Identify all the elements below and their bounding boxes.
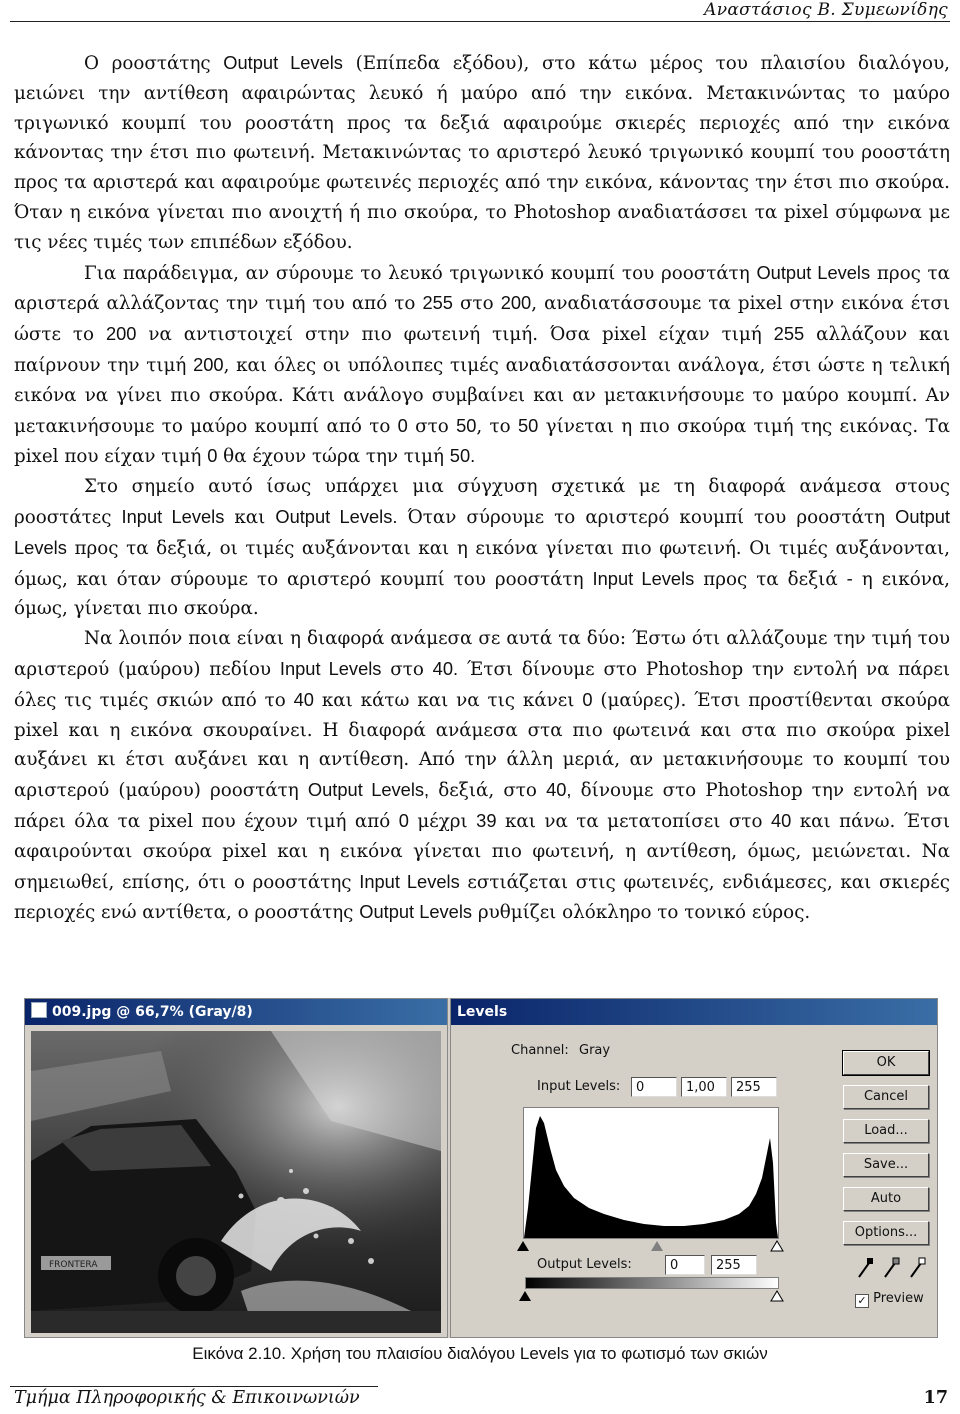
text-segment: και να τα μετατοπίσει στο (496, 810, 771, 832)
text-segment: , και όλες οι υπόλοιπες τιμές αναδιατάσσονται ανάλογα, έτσι ώστε η τελική εικόνα να γίνει πιο σκούρα. Κάτι ανάλογο συμβαίνει και αν μετακινήσουμε το μαύρο κουμπί. Αν μετακινήσουμε το μαύρο κουμπί από το (14, 354, 950, 437)
options-button[interactable]: Options... (843, 1221, 929, 1245)
input-levels-label: Input Levels: (537, 1079, 621, 1094)
header-rule (10, 21, 950, 22)
term-segment: 0 (582, 688, 593, 710)
term-segment: 50. (449, 445, 476, 467)
term-segment: Input Levels (592, 567, 695, 589)
input-gamma-field[interactable]: 1,00 (681, 1077, 727, 1097)
term-segment: Input Levels (121, 505, 225, 527)
load-button[interactable]: Load... (843, 1119, 929, 1143)
term-segment: 50 (456, 414, 477, 436)
cancel-button[interactable]: Cancel (843, 1085, 929, 1109)
license-plate-text: FRONTERA (49, 1260, 98, 1270)
text-segment: Ο ροοστάτης (84, 53, 224, 74)
term-segment: 39 (476, 809, 497, 831)
term-segment: Output Levels (223, 52, 343, 73)
input-levels-slider[interactable] (517, 1239, 787, 1253)
caption-number: Εικόνα 2.10. (192, 1344, 286, 1363)
text-segment: και κάτω και να τις κάνει (313, 689, 583, 711)
input-white-slider-icon[interactable] (771, 1241, 783, 1251)
term-segment: 40, (546, 779, 572, 801)
text-segment: αλλάζουν και παίρνουν την τιμή (14, 324, 950, 376)
car-photo (31, 1031, 441, 1333)
input-gamma-slider-icon[interactable] (651, 1241, 663, 1251)
text-segment: θα έχουν τώρα την τιμή (217, 446, 450, 468)
paragraph-3 (14, 472, 950, 624)
body-text (14, 48, 950, 928)
white-eyedropper-icon[interactable] (911, 1258, 925, 1277)
term-segment: Input Levels (359, 870, 460, 892)
term-segment: 255 (422, 292, 453, 314)
term-segment: Output Levels. (275, 505, 398, 527)
levels-titlebar[interactable] (451, 999, 937, 1025)
caption-text: Χρήση του πλαισίου διαλόγου Levels για το φωτισμό των σκιών (290, 1344, 768, 1363)
term-segment: 0 (398, 809, 409, 831)
text-segment: Έτσι δίνουμε στο Photoshop την εντολή να πάρει όλες τις τιμές σκιών από το (14, 658, 950, 711)
page-header-author: Αναστάσιος Β. Συμεωνίδης (704, 0, 948, 20)
text-segment: δίνουμε στο Photoshop την εντολή να πάρει όλα τα pixel που έχουν τιμή από (14, 780, 951, 832)
term-segment: 50 (518, 414, 539, 436)
output-white-field[interactable]: 255 (711, 1255, 757, 1275)
term-segment: Output Levels, (307, 779, 430, 801)
paragraph-2 (14, 258, 950, 473)
save-button[interactable]: Save... (843, 1153, 929, 1177)
checkbox-check-icon[interactable]: ✓ (855, 1294, 869, 1308)
text-segment: Όταν σύρουμε το αριστερό κουμπί του ροοστάτη (397, 506, 896, 528)
term-segment: 200 (105, 323, 137, 345)
text-segment: , το (476, 415, 518, 437)
preview-label: Preview (873, 1291, 924, 1306)
term-segment: 40. (432, 657, 459, 679)
output-levels-slider[interactable] (519, 1289, 789, 1303)
histogram-graph (524, 1108, 778, 1238)
photo-window-title: 009.jpg @ 66,7% (Gray/8) (52, 1004, 253, 1020)
output-gradient-bar (525, 1277, 779, 1289)
term-segment: 0 (207, 445, 218, 467)
term-segment: 0 (397, 414, 408, 436)
text-segment: προς τα δεξιά - η εικόνα, όμως, γίνεται πιο σκούρα. (14, 568, 950, 620)
term-segment: 40 (770, 809, 792, 831)
footer-page-number: 17 (923, 1388, 948, 1408)
text-segment: (μαύρες). Έτσι προστίθενται σκούρα pixel και η εικόνα σκουραίνει. Η διαφορά ανάμεσα στα πιο φωτεινά και στα πιο σκούρα pixel αυξάνει κι έτσι αυξάνει και η αντίθεση. Από την άλλη μεριά, αν μετακινήσουμε το κουμπί του αριστερού (μαύρου) ροοστάτη (14, 689, 950, 802)
text-segment: , αναδιατάσσουμε τα pixel στην εικόνα έτσι ώστε το (14, 293, 951, 346)
output-white-slider-icon[interactable] (771, 1291, 783, 1301)
term-segment: 255 (773, 323, 805, 345)
text-segment: στο (407, 415, 457, 437)
term-segment: Output Levels (14, 505, 950, 558)
levels-dialog (450, 998, 938, 1338)
eyedroppers (855, 1257, 935, 1279)
term-segment: Input Levels (279, 657, 382, 679)
car-photo-illustration (31, 1031, 441, 1333)
footer-rule (10, 1386, 378, 1387)
text-segment: στο (452, 293, 501, 315)
output-black-field[interactable]: 0 (665, 1255, 705, 1275)
text-segment: προς τα αριστερά αλλάζοντας την τιμή του από το (14, 262, 951, 315)
channel-label: Channel: (511, 1043, 569, 1058)
text-segment: Να λοιπόν ποια είναι η διαφορά ανάμεσα σε αυτά τα δύο: Έστω ότι αλλάζουμε την τιμή του αριστερού (μαύρου) πεδίου (14, 628, 950, 680)
text-segment: γίνεται η πιο σκούρα τιμή της εικόνας. Τα pixel που είχαν τιμή (14, 415, 950, 468)
black-eyedropper-icon[interactable] (859, 1258, 873, 1277)
text-segment: και (224, 506, 276, 528)
ok-button[interactable]: OK (843, 1051, 929, 1075)
input-white-field[interactable]: 255 (731, 1077, 777, 1097)
output-black-slider-icon[interactable] (519, 1291, 531, 1301)
term-segment: 200 (193, 353, 224, 375)
input-black-field[interactable]: 0 (631, 1077, 677, 1097)
text-segment: δεξιά, στο (429, 780, 547, 802)
text-segment: Στο σημείο αυτό ίσως υπάρχει μια σύγχυση σχετικά με τη διαφορά ανάμεσα στους ροοστάτες (14, 476, 950, 528)
text-segment: μέχρι (408, 810, 477, 832)
paragraph-1 (14, 48, 950, 258)
figure-screenshot (24, 998, 938, 1338)
text-segment: προς τα δεξιά, οι τιμές αυξάνονται και η εικόνα γίνεται πιο φωτεινή. Οι τιμές αυξάνονται, όμως, και όταν σύρουμε το αριστερό κουμπί του ροοστάτη (14, 537, 950, 590)
text-segment: και πάνω. Έτσι αφαιρούνται σκούρα pixel και η εικόνα γίνεται πιο φωτεινή, η αντίθεση, όμως, μειώνεται. Να σημειωθεί, επίσης, ότι ο ροοστάτης (14, 810, 950, 893)
term-segment: Output Levels (756, 261, 871, 283)
text-segment: (Επίπεδα εξόδου), στο κάτω μέρος του πλαισίου διαλόγου, μειώνει την αντίθεση αφαιρώντας λευκό ή μαύρο από την εικόνα. Μετακινώντας το μαύρο τριγωνικό κουμπί του ροοστάτη προς τα δεξιά αφαιρούμε σκιερές περιοχές από την εικόνα κάνοντας την έτσι πιο φωτεινή. Μετακινώντας το αριστερό λευκό τριγωνικό κουμπί του ροοστάτη προς τα αριστερά και αφαιρούμε φωτεινές περιοχές από την εικόνα, κάνοντας την έτσι πιο σκούρα. Όταν η εικόνα γίνεται πιο ανοιχτή ή πιο σκούρα, το Photoshop αναδιατάσσει τα pixel σύμφωνα με τις νέες τιμές των επιπέδων εξόδου. (14, 53, 950, 253)
levels-title: Levels (457, 1004, 508, 1020)
photo-window-titlebar[interactable] (25, 999, 447, 1025)
input-black-slider-icon[interactable] (517, 1241, 529, 1251)
output-levels-label: Output Levels: (537, 1257, 632, 1272)
auto-button[interactable]: Auto (843, 1187, 929, 1211)
term-segment: 40 (293, 688, 314, 710)
paragraph-4 (14, 624, 950, 928)
term-segment: 200 (500, 292, 532, 314)
photo-window (24, 998, 448, 1338)
gray-eyedropper-icon[interactable] (885, 1258, 899, 1277)
channel-select[interactable]: Gray (579, 1043, 611, 1058)
histogram (523, 1107, 779, 1239)
footer-department: Τμήμα Πληροφορικής & Επικοινωνιών (14, 1388, 360, 1408)
text-segment: να αντιστοιχεί στην πιο φωτεινή τιμή. Όσα pixel είχαν τιμή (136, 324, 774, 346)
photoshop-document-icon (31, 1002, 47, 1018)
text-segment: στο (381, 658, 433, 680)
text-segment: ρυθμίζει ολόκληρο το τονικό εύρος. (472, 902, 811, 924)
text-segment: εστιάζεται στις φωτεινές, ενδιάμεσες, και σκιερές περιοχές ενώ αντίθετα, ο ροοστάτης (14, 871, 950, 924)
preview-checkbox[interactable] (855, 1291, 924, 1308)
term-segment: Output Levels (359, 901, 473, 923)
text-segment: Για παράδειγμα, αν σύρουμε το λευκό τριγωνικό κουμπί του ροοστάτη (84, 262, 757, 284)
figure-caption (0, 1344, 960, 1364)
